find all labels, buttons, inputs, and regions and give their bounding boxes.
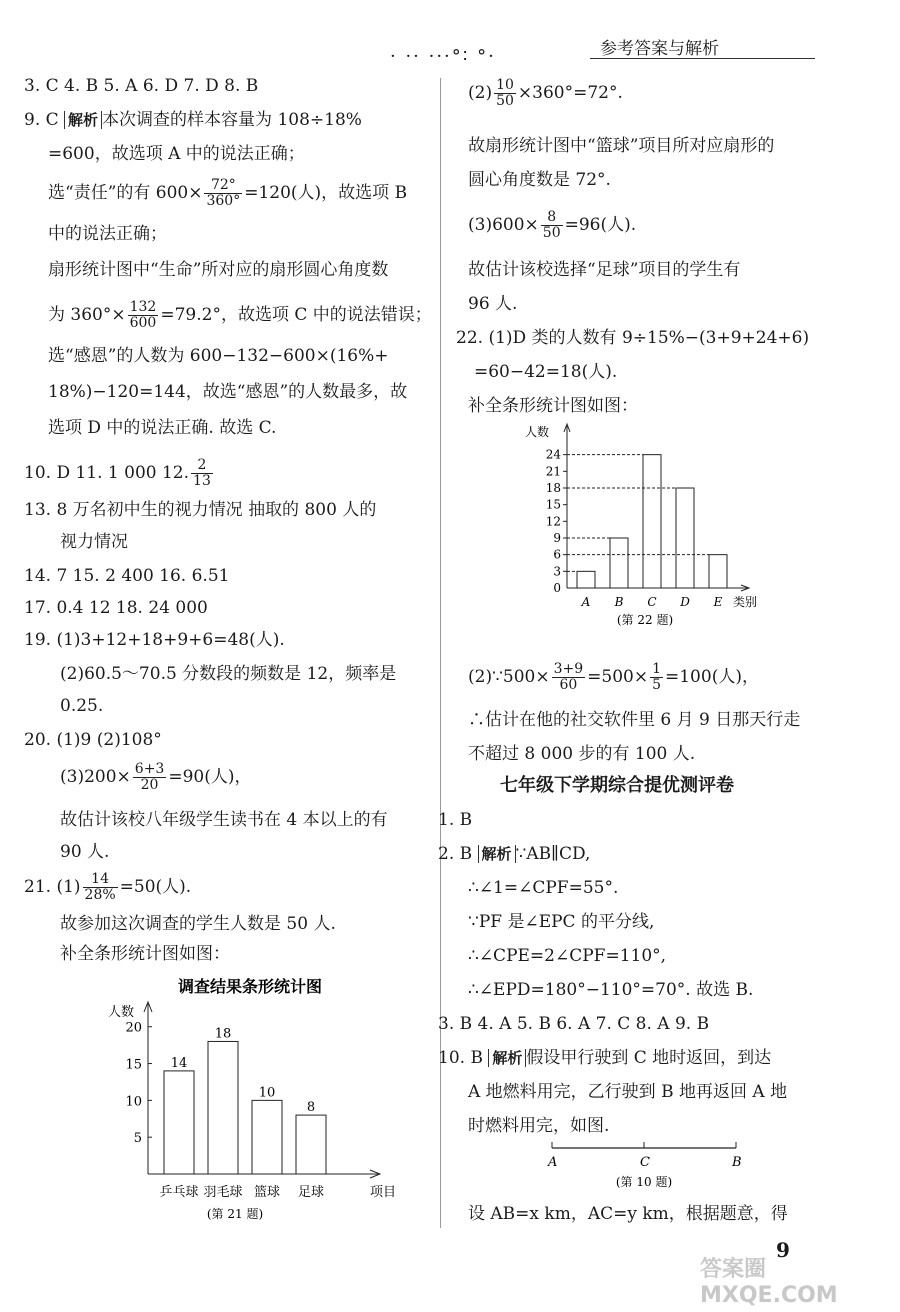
text-line: 补全条形统计图如图： xyxy=(60,944,230,964)
text-span: =50(人). xyxy=(119,877,192,897)
text-line: 22. (1)D 类的人数有 9÷15%−(3+9+24+6) xyxy=(456,328,810,348)
text-span: (3)600× xyxy=(468,215,539,235)
text-span: =100(人)， xyxy=(665,667,759,687)
x-axis-label: 类别 xyxy=(733,595,758,609)
text-line: 14. 7 15. 2 400 16. 6.51 xyxy=(24,566,230,586)
segment-figure xyxy=(540,1136,750,1198)
answer-9-choice: 9. C xyxy=(24,110,59,130)
bar xyxy=(577,571,595,588)
text-line: 扇形统计图中“生命”所对应的扇形圆心角度数 xyxy=(48,260,389,280)
text-line: 17. 0.4 12 18. 24 000 xyxy=(24,598,208,618)
fraction xyxy=(541,210,563,241)
analysis-tag: 解析 xyxy=(64,111,102,129)
y-tick-label: 6 xyxy=(553,547,561,562)
text-line xyxy=(468,662,759,693)
bar xyxy=(164,1071,194,1174)
page-header xyxy=(380,28,860,68)
text-line: 96 人. xyxy=(468,294,518,314)
y-tick-label: 15 xyxy=(125,1057,142,1073)
denominator: 5 xyxy=(652,677,661,693)
chart-caption: (第 21 题) xyxy=(206,1207,264,1221)
text-span: 选“责任”的有 600× xyxy=(48,183,203,203)
text-span: (3)200× xyxy=(60,767,131,787)
y-axis-label: 人数 xyxy=(108,1005,135,1020)
chart-q22 xyxy=(515,420,785,635)
y-axis-label: 人数 xyxy=(525,425,550,439)
label-a: A xyxy=(548,1155,558,1170)
y-tick-label: 9 xyxy=(553,531,561,545)
text-span: 21. (1) xyxy=(24,877,81,897)
x-tick-label: 乒乓球 xyxy=(159,1185,199,1200)
x-tick-label: 羽毛球 xyxy=(203,1185,243,1200)
text-span: (2)∵500× xyxy=(468,667,550,687)
x-tick-label: D xyxy=(680,595,690,609)
numerator: 2 xyxy=(191,458,213,474)
y-tick-label: 20 xyxy=(125,1020,142,1036)
bar xyxy=(296,1115,326,1174)
text-span: ∵AB∥CD, xyxy=(515,844,591,864)
answer-10-12-line xyxy=(24,458,215,489)
text-line: ∴估计在他的社交软件里 6 月 9 日那天行走 xyxy=(468,710,801,730)
text-span: 2. B xyxy=(438,844,473,864)
text-line: 补全条形统计图如图： xyxy=(468,396,638,416)
text-line xyxy=(438,842,590,866)
denominator: 60 xyxy=(559,677,578,693)
text-line: 19. (1)3+12+18+9+6=48(人). xyxy=(24,630,285,650)
denominator: 13 xyxy=(193,473,211,489)
text-line: 90 人. xyxy=(60,842,110,862)
text-line: (2)60.5～70.5 分数段的频数是 12，频率是 xyxy=(60,664,397,684)
denominator: 360° xyxy=(206,193,241,209)
fraction xyxy=(650,662,663,693)
text-line: 0.25. xyxy=(60,696,104,716)
y-tick-label: 5 xyxy=(133,1131,142,1147)
text-line: ∴∠CPE=2∠CPF=110°, xyxy=(468,946,667,966)
section-title: 七年级下学期综合提优测评卷 xyxy=(500,775,734,796)
fraction xyxy=(133,762,167,793)
y-tick-label: 24 xyxy=(545,447,561,462)
watermark: 答案圈 MXQE.COM xyxy=(700,1257,838,1308)
answer-9-text: 本次调查的样本容量为 108÷18% xyxy=(102,110,362,130)
text-line: =600，故选项 A 中的说法正确； xyxy=(48,144,305,164)
analysis-tag: 解析 xyxy=(488,1049,526,1067)
text-line xyxy=(48,300,432,331)
x-tick-label: B xyxy=(614,595,624,609)
numerator: 10 xyxy=(496,77,514,93)
numerator: 3+9 xyxy=(553,661,584,677)
numerator: 132 xyxy=(129,299,157,315)
text-line: 圆心角度数是 72°. xyxy=(468,170,611,190)
fraction xyxy=(83,872,118,903)
fraction xyxy=(494,78,516,109)
bar xyxy=(643,455,661,588)
text-line: ∴∠EPD=180°−110°=70°. 故选 B. xyxy=(468,980,754,1000)
text-span: 假设甲行驶到 C 地时返回，到达 xyxy=(526,1048,772,1068)
text-span: =90(人)， xyxy=(168,767,252,787)
text-span: =96(人). xyxy=(564,215,637,235)
fraction xyxy=(128,300,159,331)
numerator: 1 xyxy=(652,661,661,677)
text-line: ∴∠1=∠CPF=55°. xyxy=(468,878,619,898)
numerator: 6+3 xyxy=(134,761,165,777)
denominator: 28% xyxy=(84,887,116,903)
x-axis-label: 项目 xyxy=(370,1185,397,1200)
label-c: C xyxy=(640,1155,650,1170)
denominator: 50 xyxy=(542,225,561,241)
text-line: 1. B xyxy=(438,810,473,830)
text-line: 13. 8 万名初中生的视力情况 抽取的 800 人的 xyxy=(24,500,377,520)
chart-q21 xyxy=(100,972,400,1232)
text-line: 选“感恩”的人数为 600−132−600×(16%+ xyxy=(48,346,389,366)
text-line: 故估计该校八年级学生读书在 4 本以上的有 xyxy=(60,810,388,830)
y-tick-label: 18 xyxy=(545,481,561,495)
text-line: 不超过 8 000 步的有 100 人. xyxy=(468,744,696,764)
text-line: 20. (1)9 (2)108° xyxy=(24,730,162,750)
text-span: =120(人)，故选项 B xyxy=(244,183,408,203)
chart-caption: (第 22 题) xyxy=(616,613,674,627)
y-tick-label: 12 xyxy=(545,514,561,529)
numerator: 72° xyxy=(204,178,242,194)
text-line xyxy=(468,210,636,241)
bar xyxy=(208,1041,238,1174)
text-span: (2) xyxy=(468,83,493,103)
x-tick-label: 篮球 xyxy=(253,1185,281,1200)
data-label: 14 xyxy=(170,1055,188,1071)
numerator: 8 xyxy=(541,210,563,226)
y-tick-label: 3 xyxy=(553,564,561,579)
denominator: 20 xyxy=(140,777,159,793)
text-line: 时燃料用完，如图. xyxy=(468,1116,610,1136)
fraction xyxy=(191,458,213,489)
header-title: 参考答案与解析 xyxy=(600,39,719,59)
text-line xyxy=(468,78,623,109)
text-span: 10. D 11. 1 000 12. xyxy=(24,463,190,483)
x-tick-label: 足球 xyxy=(297,1185,325,1200)
text-line: 视力情况 xyxy=(60,532,128,552)
fraction xyxy=(552,662,586,693)
fraction xyxy=(204,178,242,209)
denominator: 50 xyxy=(496,93,514,109)
y-tick-label: 10 xyxy=(125,1094,142,1110)
bar xyxy=(676,488,694,588)
text-line: 设 AB=x km，AC=y km，根据题意，得 xyxy=(468,1204,788,1224)
denominator: 600 xyxy=(129,315,157,331)
text-line: 3. B 4. A 5. B 6. A 7. C 8. A 9. B xyxy=(438,1014,710,1034)
header-rule xyxy=(590,58,815,59)
text-line: ∵PF 是∠EPC 的平分线, xyxy=(468,912,655,932)
label-b: B xyxy=(732,1155,742,1170)
text-span: =79.2°，故选项 C 中的说法错误； xyxy=(160,305,432,325)
figure-caption: (第 10 题) xyxy=(615,1175,673,1189)
text-line: 故估计该校选择“足球”项目的学生有 xyxy=(468,260,741,280)
text-span: ×360°=72°. xyxy=(517,83,623,103)
text-line: 18%)−120=144，故选“感恩”的人数最多，故 xyxy=(48,382,408,402)
x-tick-label: E xyxy=(713,595,723,609)
text-line: =60−42=18(人). xyxy=(474,362,618,382)
x-tick-label: A xyxy=(581,595,591,609)
numerator: 14 xyxy=(83,872,118,888)
y-tick-label: 21 xyxy=(545,464,561,479)
text-line: 故扇形统计图中“篮球”项目所对应扇形的 xyxy=(468,136,775,156)
answer-9-line xyxy=(24,108,362,132)
text-line: 选项 D 中的说法正确. 故选 C. xyxy=(48,418,277,438)
text-span: =500× xyxy=(587,667,649,687)
data-label: 18 xyxy=(214,1026,232,1042)
bar xyxy=(252,1100,282,1174)
text-span: 10. B xyxy=(438,1048,483,1068)
text-line: 故参加这次调查的学生人数是 50 人. xyxy=(60,914,336,934)
chart-title: 调查结果条形统计图 xyxy=(177,977,323,996)
bar xyxy=(709,555,727,588)
y-tick-label: 0 xyxy=(553,581,561,595)
header-dots: · ·· ···°∶ °· xyxy=(390,46,496,67)
text-line xyxy=(48,178,407,209)
page-number: 9 xyxy=(776,1238,790,1262)
text-span: 为 360°× xyxy=(48,305,126,325)
analysis-tag: 解析 xyxy=(478,845,516,863)
x-tick-label: C xyxy=(647,595,657,609)
text-line xyxy=(60,762,251,793)
text-line: A 地燃料用完，乙行驶到 B 地再返回 A 地 xyxy=(468,1082,788,1102)
text-line: 中的说法正确； xyxy=(48,224,167,244)
answer-line: 3. C 4. B 5. A 6. D 7. D 8. B xyxy=(24,76,259,96)
y-tick-label: 15 xyxy=(545,497,561,512)
text-line xyxy=(24,872,191,903)
text-line xyxy=(438,1046,771,1070)
data-label: 8 xyxy=(306,1100,316,1116)
bar xyxy=(610,538,628,588)
data-label: 10 xyxy=(258,1085,276,1101)
